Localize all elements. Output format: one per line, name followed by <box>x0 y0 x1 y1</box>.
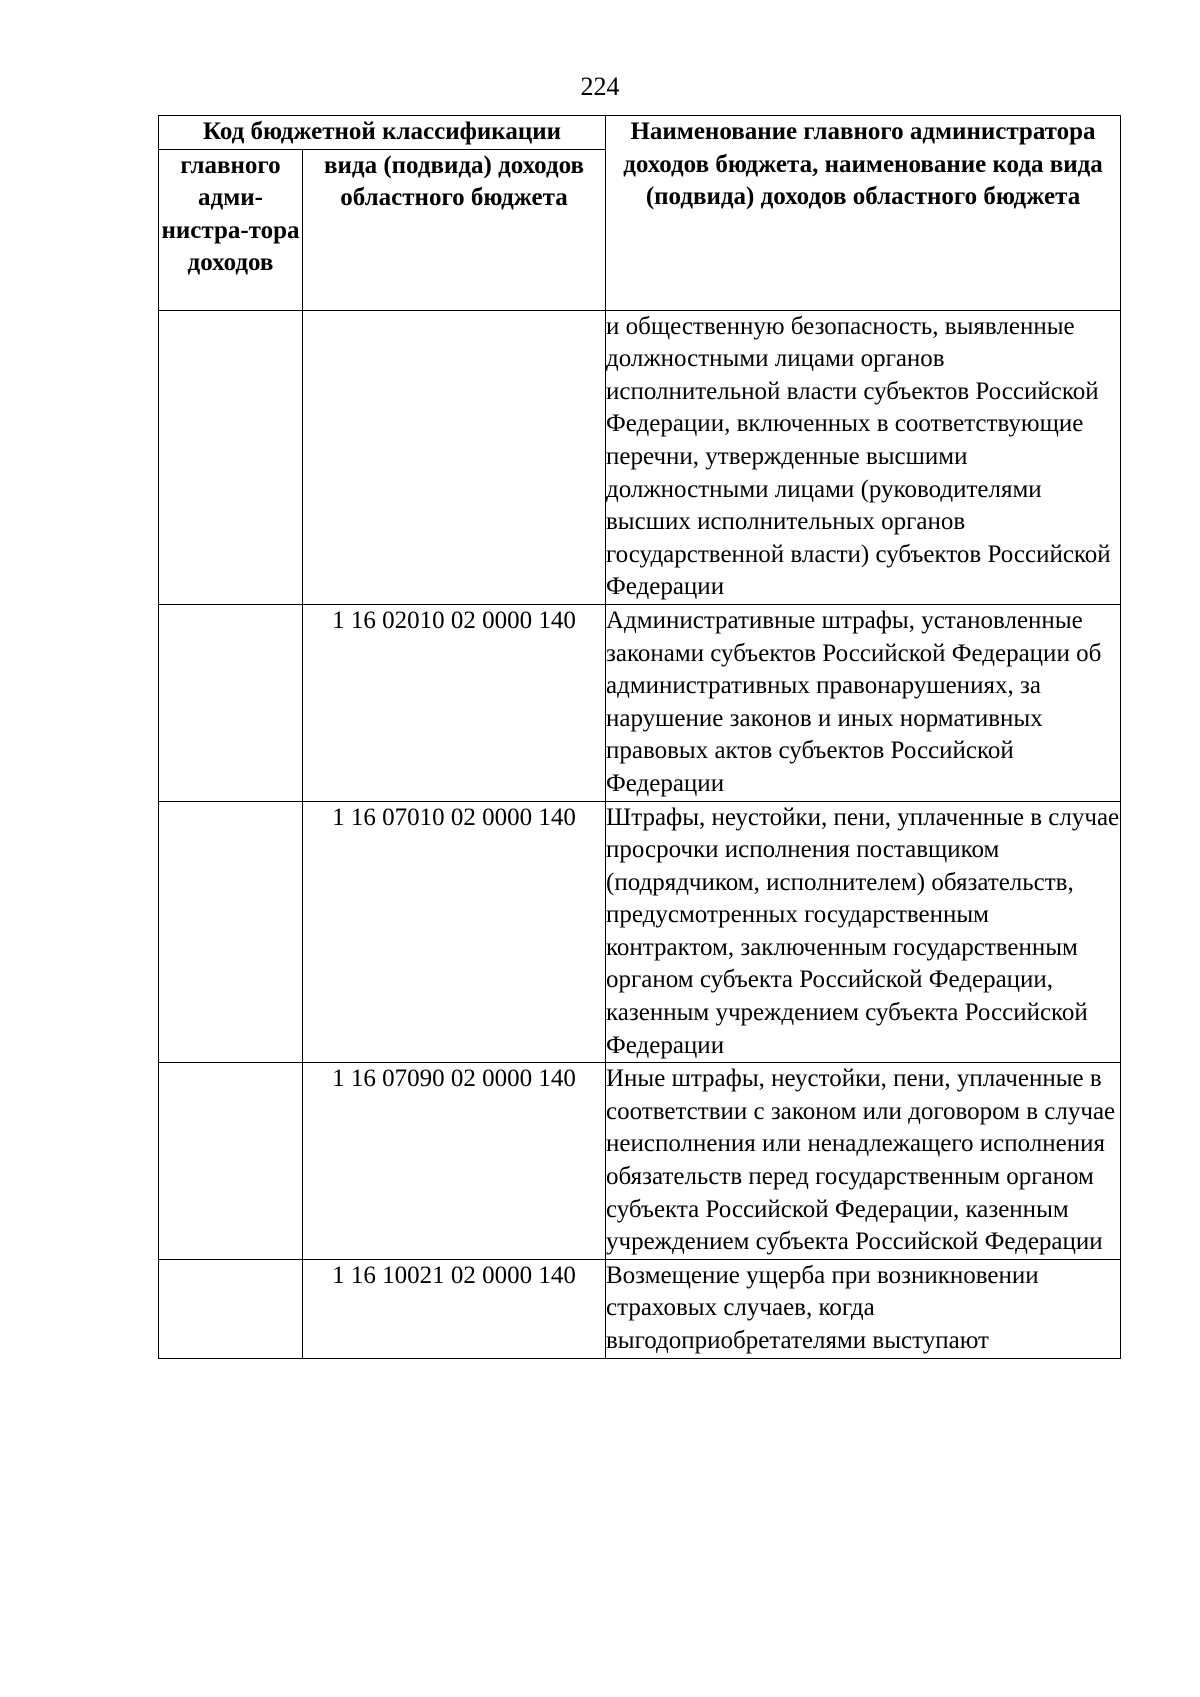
table-row <box>159 604 1121 801</box>
table-row <box>159 310 1121 604</box>
header-budget-code-group: Код бюджетной классификации <box>159 116 606 150</box>
income-code-cell: 1 16 07090 02 0000 140 <box>303 1063 606 1260</box>
header-row-group <box>159 116 1121 150</box>
admin-code-cell <box>159 310 303 604</box>
income-name-cell: и общественную безопасность, выявленные должностными лицами органов исполнительной власти субъектов Российской Федерации, включенных в соответствующие перечни, утвержденные высшими должностными лицами (руководителями высших исполнительных органов государственной власти) субъектов Российской Федерации <box>606 310 1121 604</box>
income-code-cell: 1 16 10021 02 0000 140 <box>303 1259 606 1358</box>
page-number: 224 <box>580 72 620 101</box>
header-admin-label: главного адми-нистра-тора доходов <box>161 151 300 277</box>
table-row <box>159 801 1121 1063</box>
income-name-cell: Административные штрафы, установленные законами субъектов Российской Федерации об административных правонарушениях, за нарушение законов и иных нормативных правовых актов субъектов Российской Федерации <box>606 604 1121 801</box>
header-admin-column <box>159 149 303 310</box>
admin-code-cell <box>159 604 303 801</box>
income-code-cell: 1 16 07010 02 0000 140 <box>303 801 606 1063</box>
admin-code-cell <box>159 801 303 1063</box>
admin-code-cell <box>159 1063 303 1260</box>
header-name-column: Наименование главного администратора доходов бюджета, наименование кода вида (подвида) доходов областного бюджета <box>606 116 1121 311</box>
income-code-cell <box>303 310 606 604</box>
income-name-cell: Штрафы, неустойки, пени, уплаченные в случае просрочки исполнения поставщиком (подрядчиком, исполнителем) обязательств, предусмотренных государственным контрактом, заключенным государственным органом субъекта Российской Федерации, казенным учреждением субъекта Российской Федерации <box>606 801 1121 1063</box>
income-name-cell: Возмещение ущерба при возникновении страховых случаев, когда выгодоприобретателями выступают <box>606 1259 1121 1358</box>
income-name-cell: Иные штрафы, неустойки, пени, уплаченные в соответствии с законом или договором в случае неисполнения или ненадлежащего исполнения обязательств перед государственным органом субъекта Российской Федерации, казенным учреждением субъекта Российской Федерации <box>606 1063 1121 1260</box>
admin-code-cell <box>159 1259 303 1358</box>
header-type-column: вида (подвида) доходов областного бюджета <box>303 149 606 310</box>
budget-classification-table <box>158 115 1121 1359</box>
table-row <box>159 1259 1121 1358</box>
table-row <box>159 1063 1121 1260</box>
income-code-cell: 1 16 02010 02 0000 140 <box>303 604 606 801</box>
